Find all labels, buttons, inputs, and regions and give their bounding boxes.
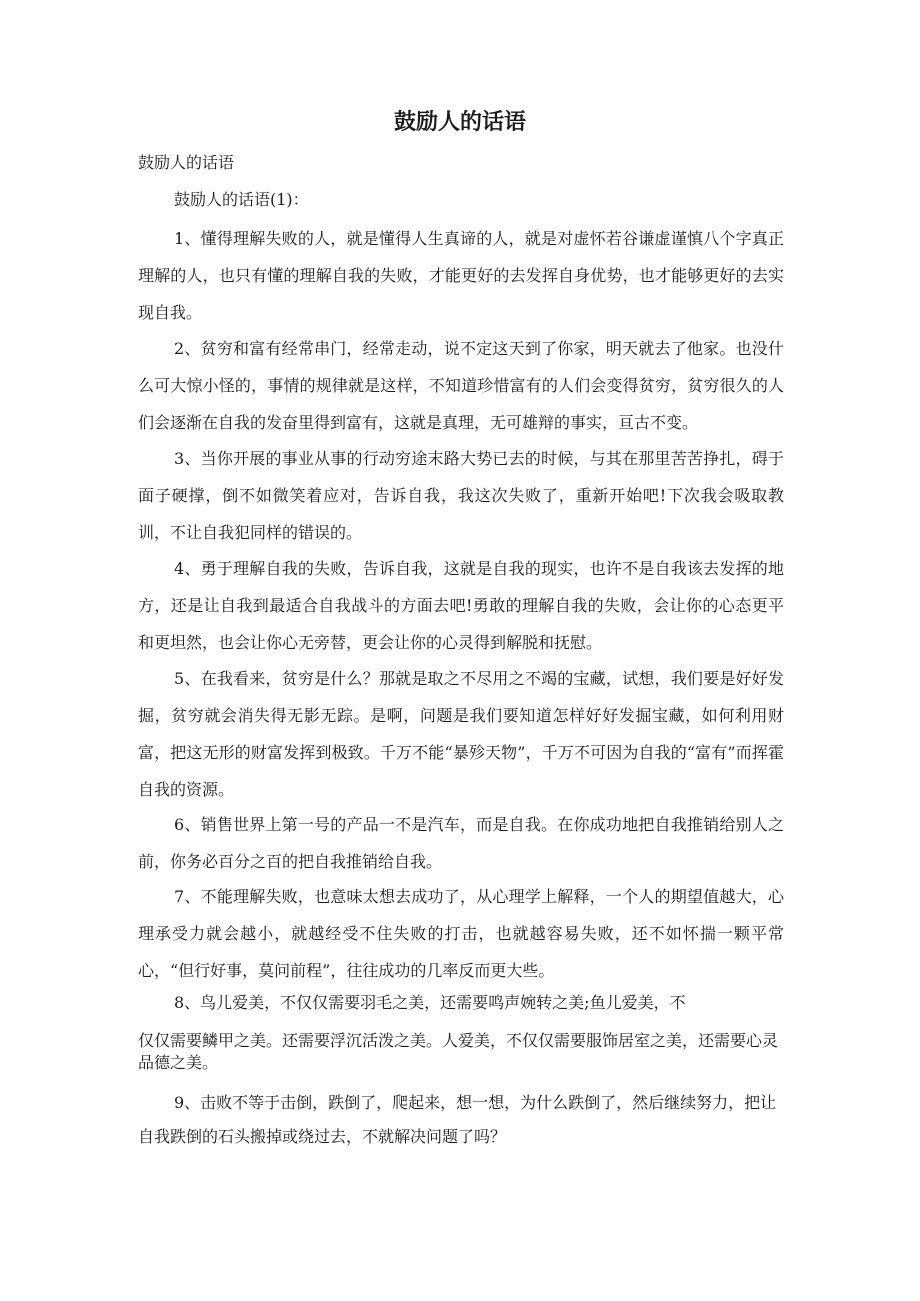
paragraph-7: 7、不能理解失败，也意味太想去成功了，从心理学上解释，一个人的期望值越大，心理承受力就会越小，就越经受不住失败的打击，也就越容易失败，还不如怀揣一颗平常心，“但行好事，莫问前程”，往往成功的几率反而更大些。: [138, 887, 784, 980]
document-subtitle: 鼓励人的话语: [138, 153, 235, 172]
paragraph-2: 2、贫穷和富有经常串门，经常走动，说不定这天到了你家，明天就去了他家。也没什么可大惊小怪的，事情的规律就是这样，不知道珍惜富有的人们会变得贫穷，贫穷很久的人们会逐渐在自我的发奋里得到富有，这就是真理，无可雄辩的事实，亘古不变。: [138, 339, 784, 432]
paragraph-9: 9、击败不等于击倒，跌倒了，爬起来，想一想，为什么跌倒了，然后继续努力，把让自我跌倒的石头搬掉或绕过去，不就解决问题了吗？: [138, 1093, 777, 1146]
part-heading: 鼓励人的话语(1)：: [174, 190, 309, 209]
paragraph-8-line-1: 8、鸟儿爱美，不仅仅需要羽毛之美，还需要鸣声婉转之美;鱼儿爱美，不: [174, 993, 686, 1012]
paragraph-5: 5、在我看来，贫穷是什么？那就是取之不尽用之不竭的宝藏，试想，我们要是好好发掘，贫穷就会消失得无影无踪。是啊，问题是我们要知道怎样好好发掘宝藏，如何利用财富，把这无形的财富发挥到极致。千万不能“暴殄天物”，千万不可因为自我的“富有”而挥霍自我的资源。: [138, 669, 784, 799]
paragraph-1: 1、懂得理解失败的人，就是懂得人生真谛的人，就是对虚怀若谷谦虚谨慎八个字真正理解的人，也只有懂的理解自我的失败，才能更好的去发挥自身优势，也才能够更好的去实现自我。: [138, 229, 784, 322]
paragraph-3: 3、当你开展的事业从事的行动穷途末路大势已去的时候，与其在那里苦苦挣扎，碍于面子硬撑，倒不如微笑着应对，告诉自我，我这次失败了，重新开始吧!下次我会吸取教训，不让自我犯同样的错误的。: [138, 449, 784, 542]
document-title: 鼓励人的话语: [393, 110, 526, 135]
paragraph-8-continuation: 仅仅需要鳞甲之美。还需要浮沉活泼之美。人爱美，不仅仅需要服饰居室之美，还需要心灵品德之美。: [138, 1031, 779, 1072]
paragraph-4: 4、勇于理解自我的失败，告诉自我，这就是自我的现实，也许不是自我该去发挥的地方，还是让自我到最适合自我战斗的方面去吧!勇敢的理解自我的失败，会让你的心态更平和更坦然，也会让你心无旁替，更会让你的心灵得到解脱和抚慰。: [138, 559, 784, 652]
paragraph-6: 6、销售世界上第一号的产品一不是汽车，而是自我。在你成功地把自我推销给别人之前，你务必百分之百的把自我推销给自我。: [138, 815, 784, 871]
